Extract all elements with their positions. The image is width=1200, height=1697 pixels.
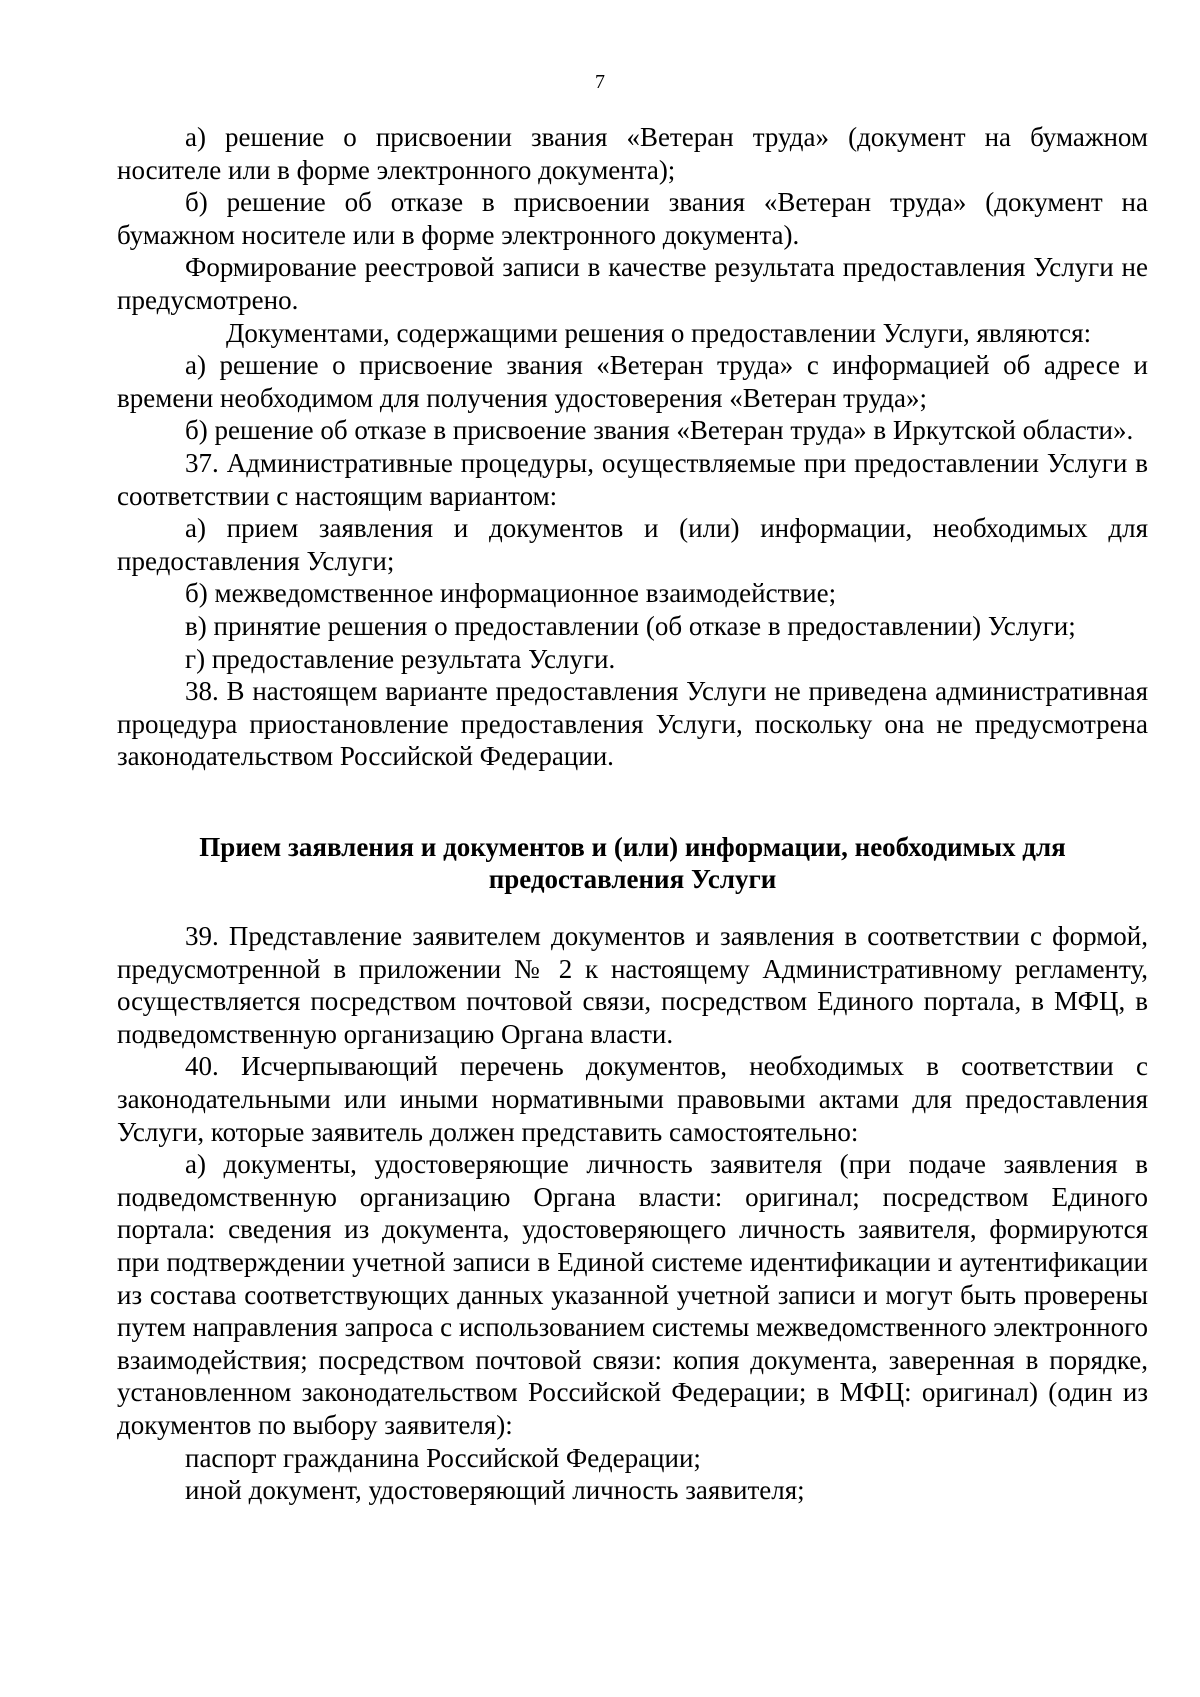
- paragraph-other-id-document: иной документ, удостоверяющий личность заявителя;: [185, 1475, 805, 1506]
- paragraph-decision-a: а) решение о присвоение звания «Ветеран труда» с информацией об адресе и времени необходимом для получения удостоверения «Ветеран труда»;: [117, 350, 1148, 413]
- paragraph-37-a: а) прием заявления и документов и (или) информации, необходимых для предоставления Услуги;: [117, 513, 1148, 576]
- paragraph-result-a: а) решение о присвоении звания «Ветеран труда» (документ на бумажном носителе или в форме электронного документа);: [117, 122, 1148, 185]
- paragraph-37: 37. Административные процедуры, осуществляемые при предоставлении Услуги в соответствии с настоящим вариантом:: [117, 447, 1148, 511]
- paragraph-37-v: в) принятие решения о предоставлении (об отказе в предоставлении) Услуги;: [185, 610, 1076, 641]
- page-number: 7: [595, 71, 605, 93]
- section-heading: Прием заявления и документов и (или) информации, необходимых для предоставления Услуги: [199, 831, 1066, 895]
- paragraph-passport: паспорт гражданина Российской Федерации;: [185, 1442, 701, 1473]
- document-body: [117, 121, 1148, 1507]
- paragraph-37-b: б) межведомственное информационное взаимодействие;: [185, 578, 837, 609]
- paragraph-38: 38. В настоящем варианте предоставления Услуги не приведена административная процедура приостановление предоставления Услуги, поскольку она не предусмотрена законодательством Российской Федерации.: [117, 676, 1148, 772]
- paragraph-39: 39. Представление заявителем документов и заявления в соответствии с формой, предусмотренной в приложении № 2 к настоящему Административному регламенту, осуществляется посредством почтовой связи, посредством Единого портала, в МФЦ, в подведомственную организацию Органа власти.: [117, 921, 1148, 1049]
- paragraph-decision-b: б) решение об отказе в присвоение звания «Ветеран труда» в Иркутской области».: [185, 415, 1134, 446]
- paragraph-registry-record: Формирование реестровой записи в качестве результата предоставления Услуги не предусмотрено.: [117, 252, 1148, 315]
- paragraph-result-b: б) решение об отказе в присвоении звания «Ветеран труда» (документ на бумажном носителе или в форме электронного документа).: [117, 187, 1148, 250]
- paragraph-37-g: г) предоставление результата Услуги.: [185, 643, 616, 674]
- paragraph-decision-documents: Документами, содержащими решения о предоставлении Услуги, являются:: [226, 317, 1092, 348]
- paragraph-40: 40. Исчерпывающий перечень документов, необходимых в соответствии с законодательными или иными нормативными правовыми актами для предоставления Услуги, которые заявитель должен представить самостоятельно:: [117, 1051, 1148, 1147]
- paragraph-40-a: а) документы, удостоверяющие личность заявителя (при подаче заявления в подведомственную организацию Органа власти: оригинал; посредством Единого портала: сведения из документа, удостоверяющего личность заявителя, формируются при подтверждении учетной записи в Единой системе идентификации и аутентификации из состава соответствующих данных указанной учетной записи и могут быть проверены путем направления запроса с использованием системы межведомственного электронного взаимодействия; посредством почтовой связи: копия документа, заверенная в порядке, установленном законодательством Российской Федерации; в МФЦ: оригинал) (один из документов по выбору заявителя):: [117, 1149, 1148, 1440]
